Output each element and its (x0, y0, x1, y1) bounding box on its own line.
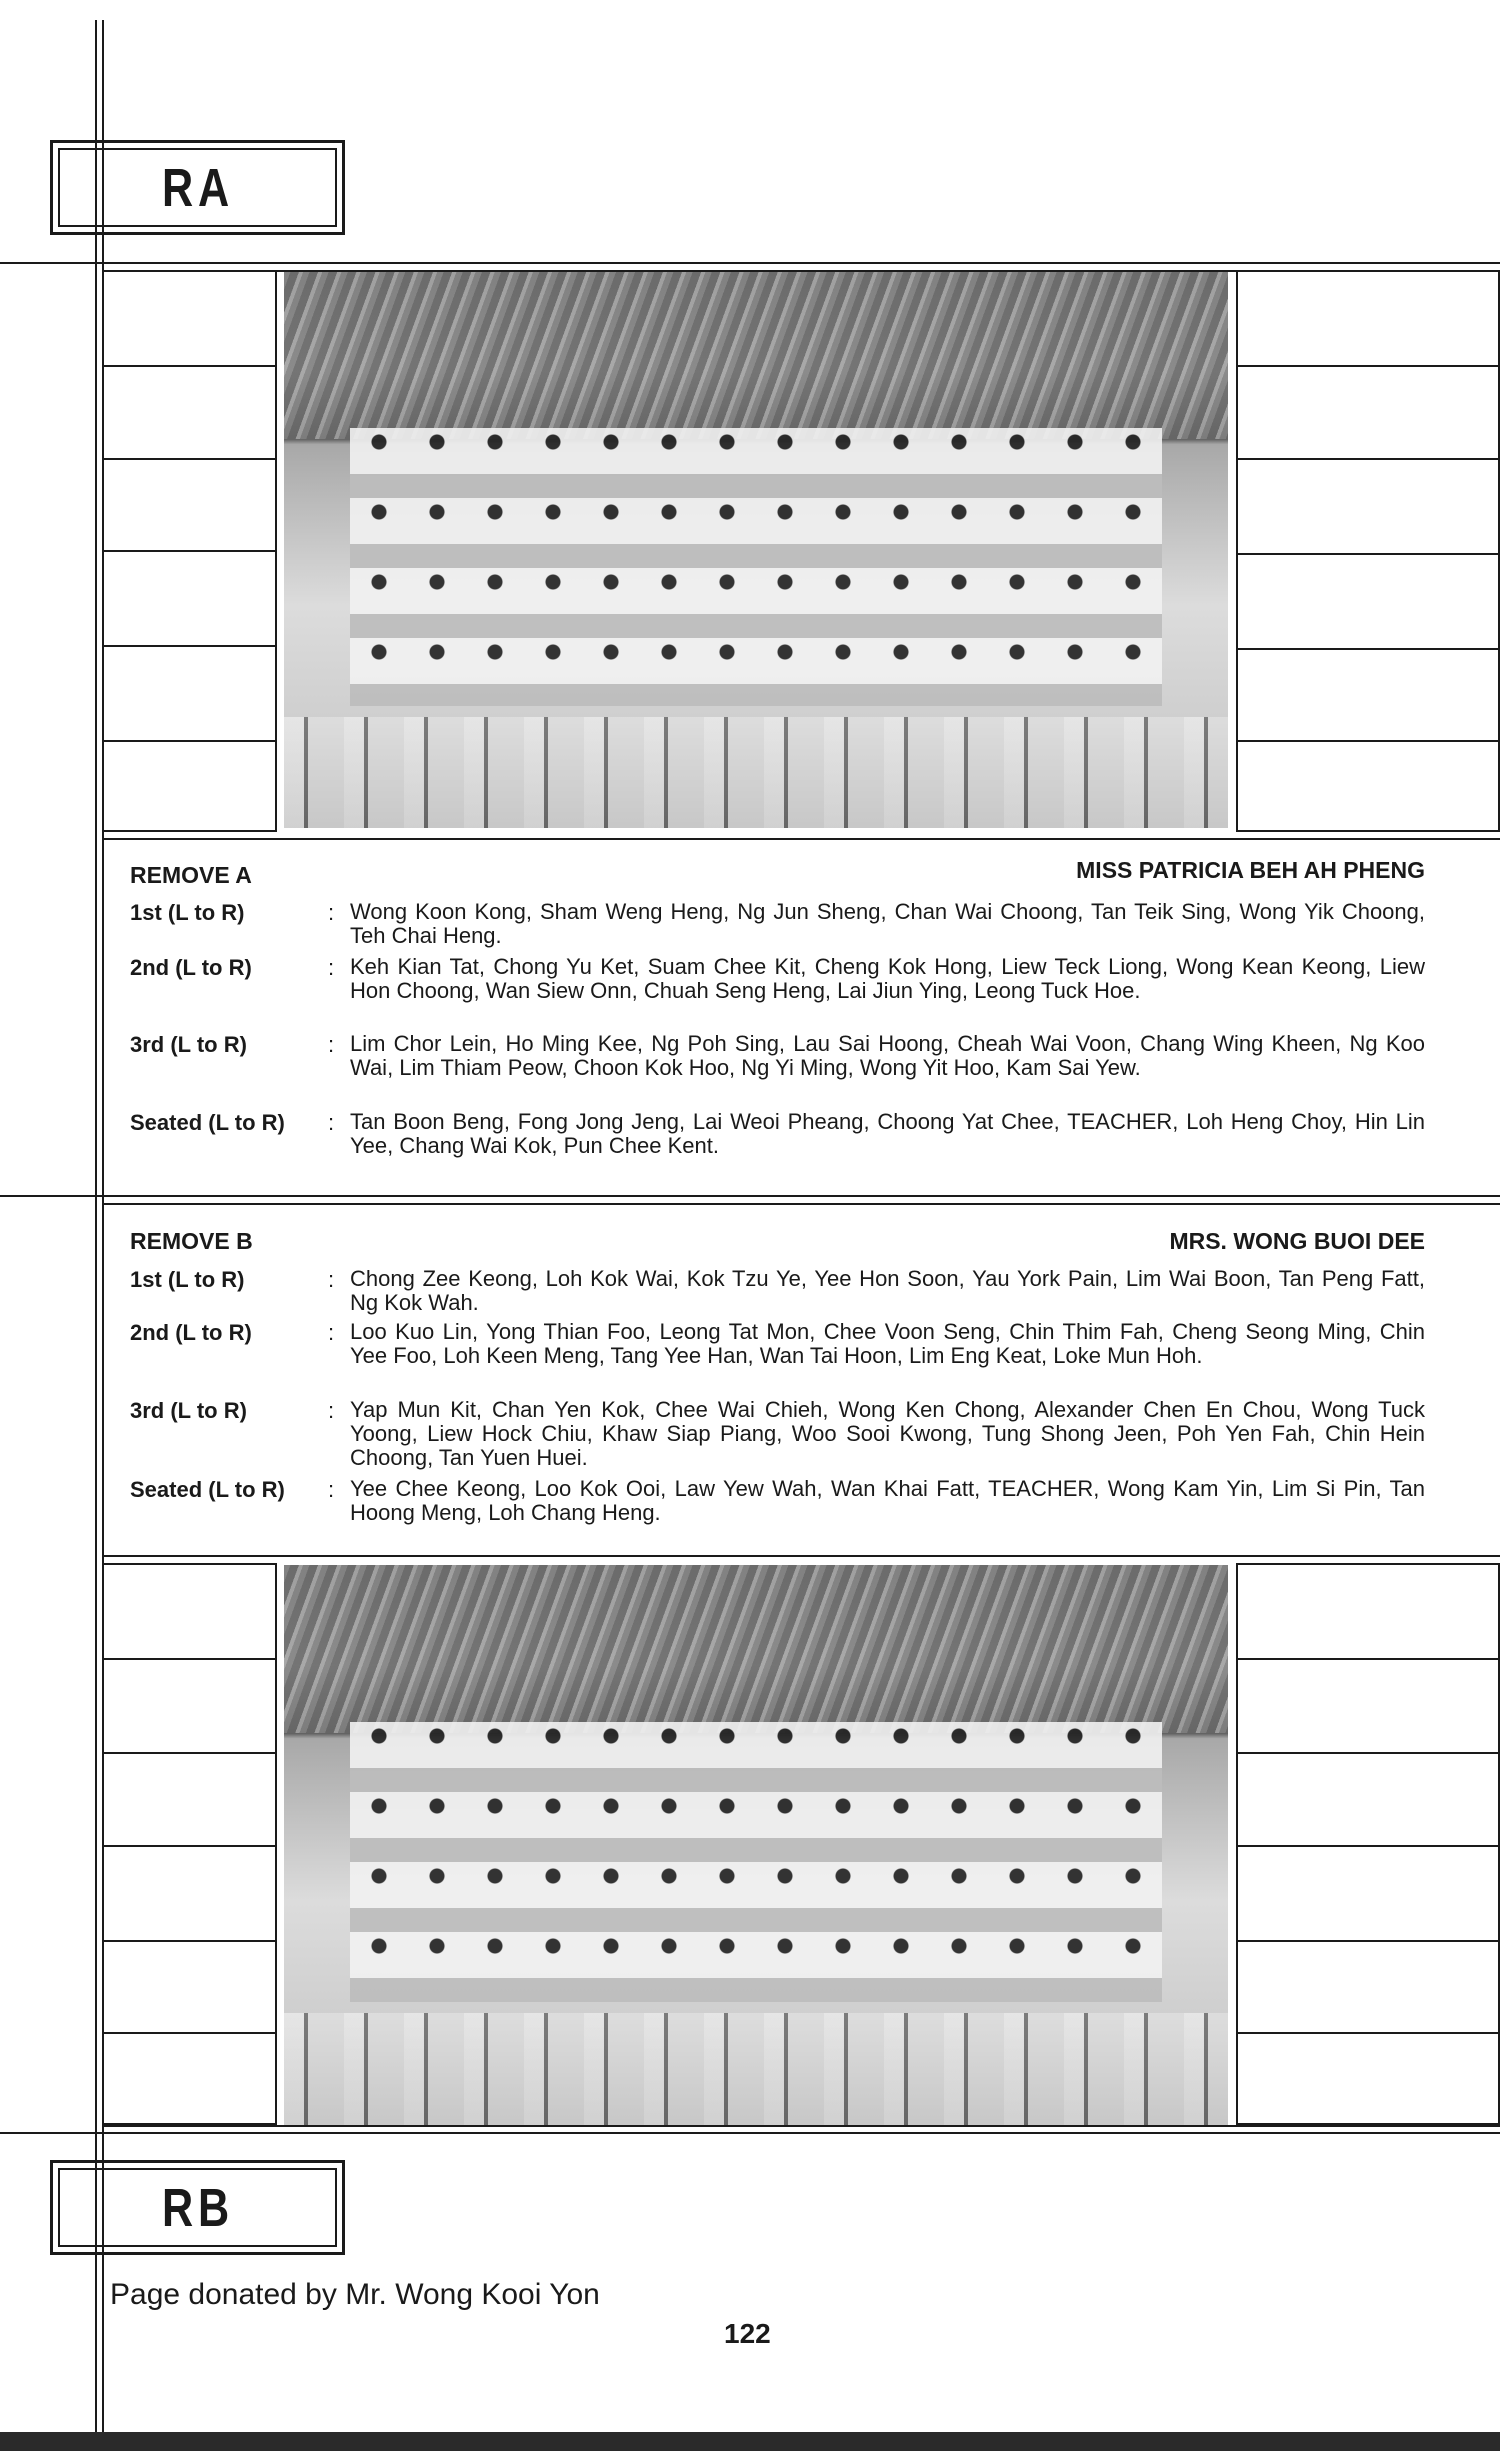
left-a-div-5 (102, 740, 277, 742)
right-b-div-1 (1236, 1658, 1500, 1660)
rule-bottom-1 (0, 2132, 1500, 2134)
remove-b-names-1: Chong Zee Keong, Loh Kok Wai, Kok Tzu Ye, Yee Hon Soon, Yau York Pain, Lim Wai Boon, Tan Peng Fatt, Ng Kok Wah. (350, 1266, 1425, 1315)
left-b-div-5 (102, 2032, 277, 2034)
label-ra (50, 140, 345, 235)
remove-a-colon-2: : (328, 955, 335, 980)
page-number: 122 (724, 2318, 771, 2349)
remove-b-colon-2: : (328, 1320, 335, 1345)
left-b-div-1 (102, 1658, 277, 1660)
remove-a-colon-1: : (328, 900, 335, 925)
left-b-div-3 (102, 1845, 277, 1847)
remove-a-names-1: Wong Koon Kong, Sham Weng Heng, Ng Jun Sheng, Chan Wai Choong, Tan Teik Sing, Wong Yik Choong, Teh Chai Heng. (350, 899, 1425, 948)
left-a-div-3 (102, 550, 277, 552)
right-b-div-5 (1236, 2032, 1500, 2034)
rule-middle-2 (102, 1203, 1500, 1205)
label-rb-text: RB (161, 2177, 234, 2238)
remove-b-row-label-3: 3rd (L to R) (130, 1398, 247, 1423)
right-a-div-3 (1236, 553, 1500, 555)
remove-a-names-2: Keh Kian Tat, Chong Yu Ket, Suam Chee Kit, Cheng Kok Hong, Liew Teck Liong, Wong Kean Keong, Liew Hon Choong, Wan Siew Onn, Chuah Seng Heng, Lai Jiun Ying, Leong Tuck Hoe. (350, 954, 1425, 1003)
remove-b-names-2: Loo Kuo Lin, Yong Thian Foo, Leong Tat Mon, Chee Voon Seng, Chin Thim Fah, Cheng Seong Ming, Chin Yee Foo, Loh Keen Meng, Tang Yee Han, Wan Tai Hoon, Lim Eng Keat, Loke Mun Hoh. (350, 1319, 1425, 1368)
right-b-div-2 (1236, 1752, 1500, 1754)
rule-a-caption-top (102, 838, 1500, 840)
remove-a-row-label-4: Seated (L to R) (130, 1110, 285, 1135)
class-name-remove-a: REMOVE A (130, 862, 252, 888)
scan-bottom-edge (0, 2432, 1500, 2451)
photo-frame-right-b (1236, 1563, 1500, 2125)
remove-a-colon-4: : (328, 1110, 335, 1135)
remove-a-row-label-2: 2nd (L to R) (130, 955, 252, 980)
left-b-div-2 (102, 1752, 277, 1754)
remove-a-row-label-3: 3rd (L to R) (130, 1032, 247, 1057)
remove-a-row-label-1: 1st (L to R) (130, 900, 245, 925)
remove-b-colon-3: : (328, 1398, 335, 1423)
remove-b-row-label-2: 2nd (L to R) (130, 1320, 252, 1345)
donation-note: Page donated by Mr. Wong Kooi Yon (110, 2278, 600, 2311)
rule-middle-1 (0, 1195, 1500, 1197)
remove-a-colon-3: : (328, 1032, 335, 1057)
remove-a-names-3: Lim Chor Lein, Ho Ming Kee, Ng Poh Sing, Lau Sai Hoong, Cheah Wai Voon, Chang Wing Kheen, Ng Koo Wai, Lim Thiam Peow, Choon Kok Hoo, Ng Yi Ming, Wong Yit Hoo, Kam Sai Yew. (350, 1031, 1425, 1080)
remove-a-names-4: Tan Boon Beng, Fong Jong Jeng, Lai Weoi Pheang, Choong Yat Chee, TEACHER, Loh Heng Choy, Hin Lin Yee, Chang Wai Kok, Pun Chee Kent. (350, 1109, 1425, 1158)
label-rb (50, 2160, 345, 2255)
class-name-remove-b: REMOVE B (130, 1228, 253, 1254)
remove-b-colon-1: : (328, 1267, 335, 1292)
remove-b-names-4: Yee Chee Keong, Loo Kok Ooi, Law Yew Wah, Wan Khai Fatt, TEACHER, Wong Kam Yin, Lim Si Pin, Tan Hoong Meng, Loh Chang Heng. (350, 1476, 1425, 1525)
remove-b-row-label-1: 1st (L to R) (130, 1267, 245, 1292)
remove-b-row-label-4: Seated (L to R) (130, 1477, 285, 1502)
photo-frame-left-b (102, 1563, 277, 2125)
teacher-remove-a: MISS PATRICIA BEH AH PHENG (1076, 857, 1425, 883)
remove-b-names-3: Yap Mun Kit, Chan Yen Kok, Chee Wai Chieh, Wong Ken Chong, Alexander Chen En Chou, Wong Tuck Yoong, Liew Hock Chiu, Khaw Siap Piang, Woo Sooi Kwong, Tung Shong Jeen, Poh Yen Fah, Chin Hein Choong, Tan Yuen Huei. (350, 1397, 1425, 1470)
right-a-div-1 (1236, 365, 1500, 367)
right-a-div-5 (1236, 740, 1500, 742)
teacher-remove-b: MRS. WONG BUOI DEE (1169, 1228, 1425, 1254)
right-a-div-2 (1236, 458, 1500, 460)
right-b-div-4 (1236, 1940, 1500, 1942)
remove-b-colon-4: : (328, 1477, 335, 1502)
left-b-div-4 (102, 1940, 277, 1942)
class-photo-remove-b (284, 1565, 1228, 2125)
photo-frame-right-a (1236, 270, 1500, 832)
rule-b-photo-top (102, 1555, 1500, 1557)
left-a-div-4 (102, 645, 277, 647)
label-ra-text: RA (161, 157, 234, 218)
right-a-div-4 (1236, 648, 1500, 650)
left-a-div-2 (102, 458, 277, 460)
right-b-div-3 (1236, 1845, 1500, 1847)
left-a-div-1 (102, 365, 277, 367)
spine-line-1 (95, 20, 97, 2440)
class-photo-remove-a (284, 272, 1228, 828)
rule-top-1 (0, 262, 1500, 264)
rule-bottom-2 (102, 2125, 1500, 2127)
